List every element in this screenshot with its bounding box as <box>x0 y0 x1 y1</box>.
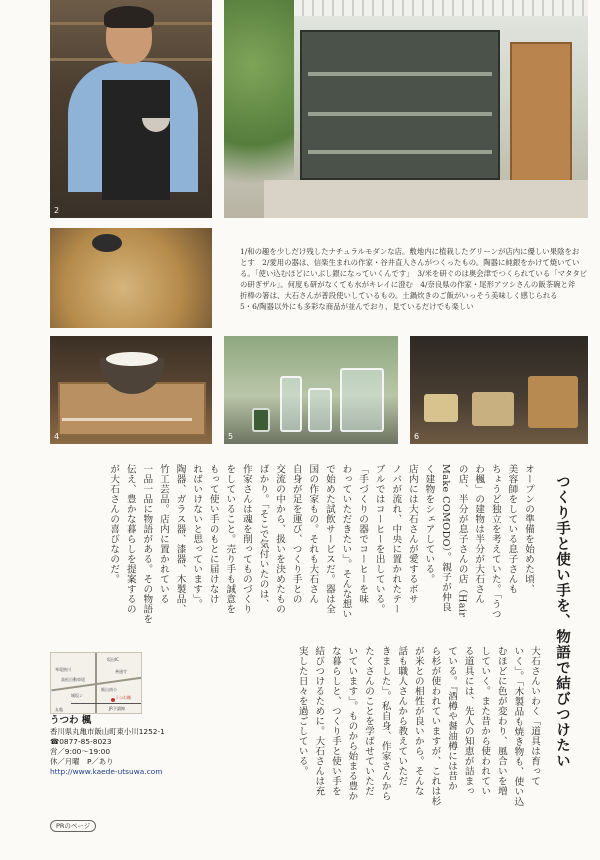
shop-door <box>510 42 572 192</box>
bentwood-box <box>528 376 578 428</box>
article-headline: つくり手と使い手を、物語で結びつけたい <box>554 474 571 769</box>
access-map <box>50 652 142 714</box>
text-column: ちょうど独立を考えていた。「うつ <box>489 464 501 620</box>
road <box>95 653 97 714</box>
text-column: いています」。ものから始まる豊か <box>346 646 358 802</box>
text-column: きました」。私自身、作家さんから <box>379 646 391 802</box>
wooden-box <box>424 394 458 422</box>
caption-line: 折棒の箸は、大石さんが普段使いしているもの。土鍋炊きのご飯がいっそう美味しく感じられる <box>240 291 558 300</box>
shop-info <box>50 716 260 777</box>
text-column: 国の作家もの。それも大石さん <box>307 464 319 604</box>
shop-tel: ☎0877-85-8023 <box>50 737 112 746</box>
article-body-right <box>270 646 542 844</box>
text-column: 作家さんは魂を削ってものづくり <box>240 464 252 614</box>
caption-line: る。「使い込むほどにいぶし銀になっていくんです」 3/米を研ぐのは奥会津でつくられている「マタタビ <box>240 269 588 278</box>
photo-owner-portrait <box>50 0 212 218</box>
text-column: たくさんのことを学ばせていただ <box>363 646 375 796</box>
plant-pot <box>252 408 270 432</box>
text-column: ノバが流れ、中央に置かれたテー <box>390 464 402 614</box>
photo-rice-bowl <box>50 336 212 444</box>
shop-window <box>300 30 500 180</box>
map-label: 坂出IC <box>107 657 119 662</box>
photo-captions <box>240 246 588 312</box>
text-column: 伝え、豊かな暮らしを提案するの <box>124 464 136 614</box>
map-label: 丸亀 <box>55 707 63 712</box>
text-column: 美容師をしている息子さんも <box>506 464 518 594</box>
railway <box>71 703 141 704</box>
text-column: 「手づくりの器でコーヒーを味 <box>357 464 369 604</box>
text-column: していく。また昔から使われてい <box>479 646 491 796</box>
text-column: わ楓」の建物は半分が大石さん <box>473 464 485 604</box>
text-column: が大石さんの喜びなのだ。 <box>108 464 120 584</box>
shop-holiday: 休／月曜 P／あり <box>50 757 114 766</box>
text-column: ばかり。「そこで気付いたのは、 <box>257 464 269 610</box>
text-column: いく」。「木製品も焼き物も、使い込 <box>512 646 524 807</box>
map-label-shop: うつわ楓 <box>115 695 131 700</box>
text-column: むほどに色が変わり、風合いを増 <box>495 646 507 796</box>
shop-marker-icon <box>111 698 115 702</box>
wooden-box <box>472 392 514 426</box>
glass-pitcher <box>340 368 384 432</box>
text-column: もって使い手のもとに届けなけ <box>207 464 219 604</box>
text-column: をしていること。売り手も誠意を <box>224 464 236 614</box>
map-label: 善通寺 <box>115 669 127 674</box>
glass-jar <box>280 376 302 432</box>
photo-glassware <box>224 336 398 444</box>
ground <box>264 180 588 218</box>
photo-rice-strainer <box>50 228 212 328</box>
roof <box>284 0 588 16</box>
shop-name: うつわ 楓 <box>50 715 92 726</box>
text-column: が米との相性が良いから。そんな <box>412 646 424 796</box>
map-label: 琴電綾川 <box>55 667 71 672</box>
text-column: 自身が足を運び、つくり手との <box>290 464 302 604</box>
apron <box>102 80 170 200</box>
photo-number: 6 <box>414 432 420 441</box>
text-column: 竹工芸品。店内に置かれている <box>157 464 169 604</box>
photo-number: 4 <box>54 432 60 441</box>
glass-jar <box>308 388 332 432</box>
pr-page-badge: PRのページ <box>50 820 96 832</box>
map-label: 高松自動車道 <box>61 677 85 682</box>
text-column: の店、半分が息子さんの店（Hair <box>456 464 468 618</box>
text-column: 店内には大石さんが愛するボサ <box>406 464 418 604</box>
photo-wooden-boxes <box>410 336 588 444</box>
text-column: な暮らしと、つくり手と使い手を <box>329 646 341 796</box>
article-body-left <box>62 464 536 640</box>
text-column: オープンの準備を始めた頃、 <box>523 464 534 594</box>
map-label: JR予讃線 <box>109 706 125 711</box>
photo-number: 5 <box>228 432 234 441</box>
text-column: る道具には、先人の知恵が詰まっ <box>462 646 474 796</box>
text-column: Make COMODO）。親子が仲良 <box>440 464 452 613</box>
text-column: 話も職人さんから教えていただ <box>396 646 408 786</box>
text-column: ている。『酒樽や醤油樽には昔か <box>446 646 458 792</box>
owner-hair <box>104 6 154 28</box>
shop-url[interactable]: http://www.kaede-utsuwa.com <box>50 767 163 776</box>
rice <box>106 352 158 366</box>
text-column: 結びつけるために。大石さんは充 <box>313 646 325 796</box>
caption-line: とす 2/愛用の器は、信楽生まれの作家・谷井直人さんがつくったもの。陶器に純銀をかけて焼いてい <box>240 258 580 267</box>
text-column: 大石さんいわく「道具は育って <box>529 646 540 786</box>
text-column: わっていただきたい」。そんな想い <box>340 464 352 620</box>
text-column: で始めた試飲サービスだ。器は全 <box>323 464 335 614</box>
ladle <box>92 234 122 252</box>
text-column: 交流の中から、扱いを決めたもの <box>274 464 286 614</box>
map-label: 城坂ン <box>71 693 83 698</box>
text-column: 一品一品に物語がある。その物語を <box>141 464 153 624</box>
text-column: く建物をシェアしている。 <box>423 464 435 584</box>
caption-line: 1/和の趣を少しだけ残したナチュラルモダンな店。敷地内に植栽したグリーンが店内に優しい果陰をお <box>240 247 580 256</box>
shop-address: 香川県丸亀市飯山町東小川1252-1 <box>50 727 165 736</box>
text-column: ら杉が使われていますが、これは杉 <box>429 646 441 806</box>
text-column: 実した日々を過ごしている。 <box>296 646 308 776</box>
caption-line: 5・6/陶器以外にも多彩な商品が並んでおり、見ているだけでも楽しい <box>240 302 474 311</box>
tree <box>224 0 294 218</box>
text-column: ブルではコーヒーを出している。 <box>373 464 385 614</box>
text-column: 陶器、ガラス器、漆器、木製品、 <box>174 464 186 614</box>
text-column: ればいけないと思っています」。 <box>191 464 203 610</box>
photo-shop-exterior <box>224 0 588 218</box>
map-label: 飯山南小 <box>101 687 117 692</box>
shop-hours: 営／9:00〜19:00 <box>50 747 111 756</box>
caption-line: の研ぎザル」。何度も研がなくても水がキレイに澄む 4/奈良県の作家・尾形アツシさんの飯茶碗と斧 <box>240 280 576 289</box>
photo-number: 2 <box>54 206 60 215</box>
chopsticks <box>62 418 192 421</box>
